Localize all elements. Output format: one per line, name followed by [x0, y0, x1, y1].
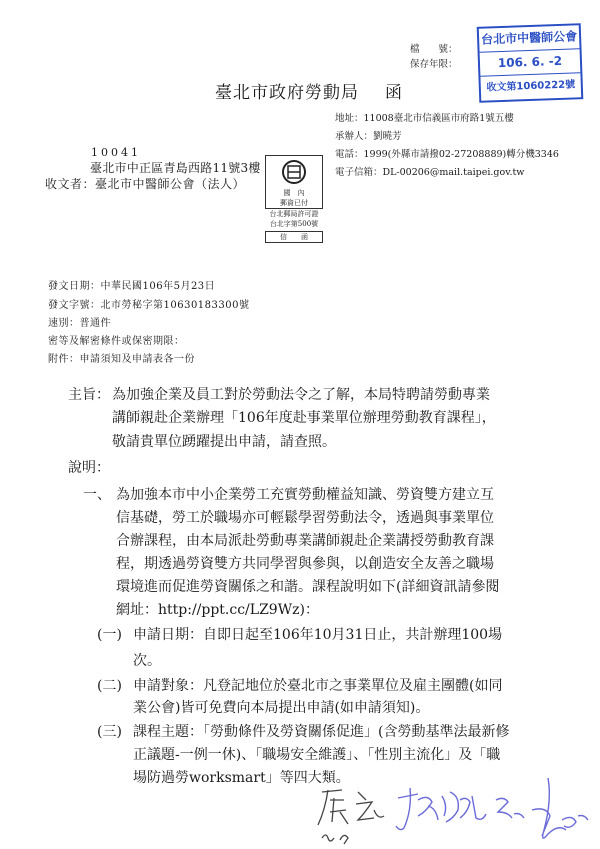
postage-box	[265, 155, 323, 243]
recipient-address: 臺北市中正區青島西路11號3樓	[90, 161, 261, 175]
item1-line: 合辦課程，由本局派赴勞動專業講師親赴企業講授勞動教育課	[116, 533, 494, 549]
page-title	[215, 78, 403, 103]
subject-line: 為加強企業及員工對於勞動法令之了解，本局特聘請勞動專業	[112, 387, 490, 403]
received-stamp	[477, 23, 584, 103]
contact-address: 地址：11008臺北市信義區市府路1號五樓	[335, 113, 514, 124]
subitem-marker: (一)	[97, 627, 122, 643]
recipient-name: 收文者：臺北市中醫師公會（法人）	[45, 177, 246, 191]
subject-line: 講師親赴企業辦理「106年度赴事業單位辦理勞動教育課程」，	[112, 410, 496, 426]
signature-approval	[396, 778, 588, 838]
postage-line1: 國 內	[283, 189, 305, 197]
postage-line2: 郵資已付	[280, 199, 308, 207]
subitem-marker: (三)	[97, 724, 122, 740]
subitem-line: 申請日期：自即日起至106年10月31日止，共計辦理100場	[133, 627, 503, 643]
stamp-date: 106. 6. -2	[480, 49, 581, 76]
recipient-postcode: 10041	[91, 146, 141, 159]
item1-line: 為加強本市中小企業勞工充實勞動權益知識、勞資雙方建立互	[116, 487, 494, 503]
title-type: 函	[385, 83, 403, 103]
signature-initials	[318, 790, 384, 844]
issue-date: 發文日期：中華民國106年5月23日	[48, 281, 216, 292]
handwritten-signatures	[300, 770, 598, 849]
subitem-line: 課程主題：「勞動條件及勞資關係促進」(含勞動基準法最新修	[133, 724, 510, 740]
contact-phone: 電話：1999(外縣市請撥02-27208889)轉分機3346	[335, 149, 559, 160]
postage-line5: 信 函	[265, 231, 323, 243]
explanation-label: 說明：	[68, 460, 110, 476]
subitem-line: 業公會)皆可免費向本局提出申請(如申請須知)。	[133, 700, 430, 716]
speed: 速別：普通件	[48, 318, 111, 329]
contact-email: 電子信箱：DL-00206@mail.taipei.gov.tw	[335, 167, 525, 178]
contact-handler: 承辦人：劉曉芳	[335, 131, 402, 142]
post-logo-icon	[281, 159, 307, 185]
title-org: 臺北市政府勞動局	[215, 83, 359, 103]
item1-line: 程，期透過勞資雙方共同學習與參與，以創造安全友善之職場	[116, 556, 494, 572]
postage-line3: 台北郵局許可證	[269, 210, 319, 218]
postage-line4: 台北字第500號	[269, 220, 319, 228]
stamp-number: 收文第1060222號	[486, 79, 576, 94]
attachment: 附件：申請須知及申請表各一份	[48, 354, 195, 365]
subject-line: 敬請貴單位踴躍提出申請，請查照。	[112, 434, 336, 450]
subitem-line: 次。	[133, 653, 161, 669]
subitem-marker: (二)	[97, 678, 122, 694]
doc-number: 發文字號：北市勞秘字第10630183300號	[48, 300, 250, 311]
subject-label: 主旨：	[68, 387, 110, 403]
item1-line: 網址：http://ppt.cc/LZ9Wz)：	[116, 602, 319, 618]
item1-line: 信基礎，勞工於職場亦可輕鬆學習勞動法令，透過與事業單位	[116, 510, 494, 526]
subitem-line: 申請對象：凡登記地位於臺北市之事業單位及雇主團體(如同	[133, 678, 503, 694]
item1-line: 環境進而促進勞資關係之和諧。課程說明如下(詳細資訊請參閱	[116, 579, 500, 595]
file-no-label: 檔 號：	[410, 44, 458, 55]
subitem-line: 正議題-一例一休)、「職場安全維護」、「性別主流化」及「職	[133, 747, 501, 763]
subitem-line: 場防過勞worksmart」等四大類。	[133, 770, 350, 786]
secrecy: 密等及解密條件或保密期限：	[48, 336, 185, 347]
item1-marker: 一、	[83, 487, 111, 503]
retention-label: 保存年限：	[410, 59, 458, 70]
stamp-org: 台北市中醫師公會	[479, 25, 580, 52]
